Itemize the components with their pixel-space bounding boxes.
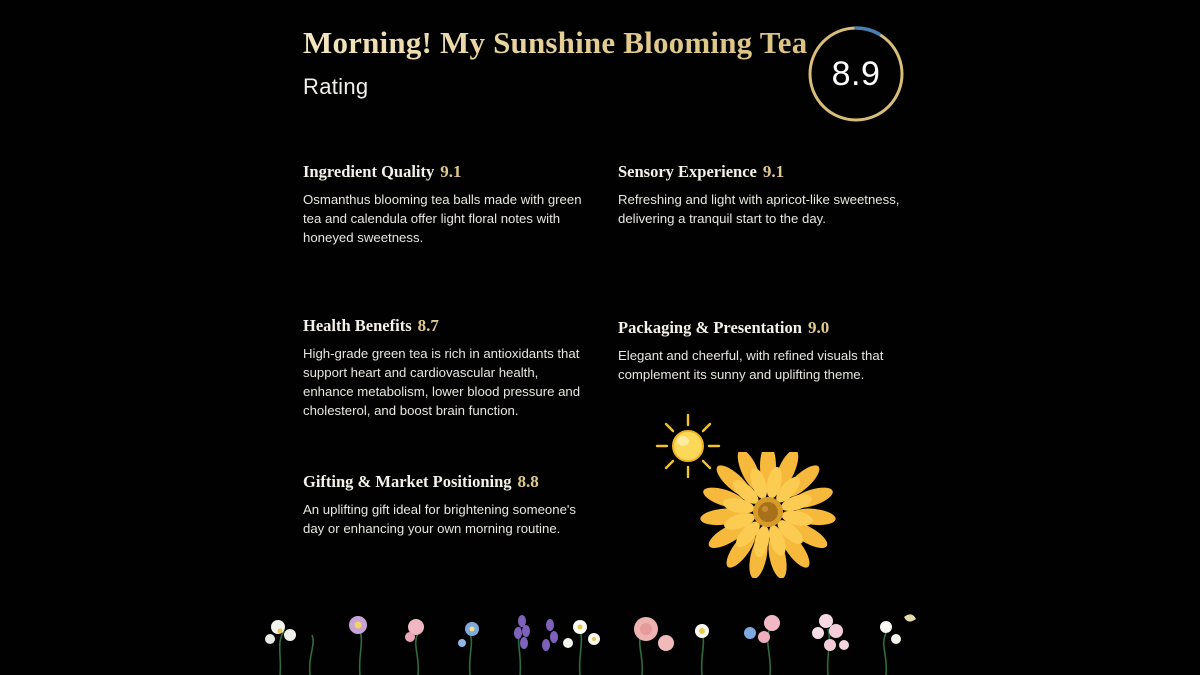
criterion-heading	[618, 162, 918, 182]
criterion-description: High-grade green tea is rich in antioxidants that support heart and cardiovascular health, enhance metabolism, lower blood pressure and cholesterol, and boost brain function.	[303, 346, 581, 419]
calendula-flower-icon	[700, 452, 836, 578]
criterion-sensory-experience	[618, 162, 918, 228]
criterion-heading	[303, 316, 588, 336]
criterion-score: 9.0	[807, 318, 830, 337]
criterion-name: Packaging & Presentation	[618, 318, 802, 337]
criterion-score: 8.7	[417, 316, 439, 335]
criterion-health-benefits	[303, 316, 588, 421]
criterion-name: Health Benefits	[303, 316, 412, 335]
criterion-name: Sensory Experience	[618, 162, 757, 181]
criterion-name: Ingredient Quality	[303, 162, 435, 181]
criterion-heading	[303, 472, 588, 492]
criterion-ingredient-quality	[303, 162, 588, 247]
criterion-heading	[618, 318, 928, 338]
criterion-description: Elegant and cheerful, with refined visuals that complement its sunny and uplifting theme.	[618, 348, 884, 383]
page-title: Morning! My Sunshine Blooming Tea	[303, 26, 923, 60]
overall-score-badge	[806, 24, 906, 124]
criterion-gifting-market-positioning	[303, 472, 588, 538]
overall-score-value: 8.9	[831, 54, 881, 93]
criterion-packaging-presentation	[618, 318, 928, 384]
criterion-score: 9.1	[440, 162, 462, 181]
criterion-name: Gifting & Market Positioning	[303, 472, 512, 491]
criterion-score: 8.8	[517, 472, 539, 491]
floral-border-strip	[250, 597, 950, 675]
criterion-heading	[303, 162, 588, 182]
criterion-description: Osmanthus blooming tea balls made with green tea and calendula offer light floral notes with honeyed sweetness.	[303, 192, 582, 246]
page-subtitle: Rating	[303, 74, 369, 100]
criterion-score: 9.1	[762, 162, 785, 181]
criterion-description: An uplifting gift ideal for brightening someone's day or enhancing your own morning routine.	[303, 502, 577, 537]
criterion-description: Refreshing and light with apricot-like sweetness, delivering a tranquil start to the day.	[618, 192, 900, 227]
